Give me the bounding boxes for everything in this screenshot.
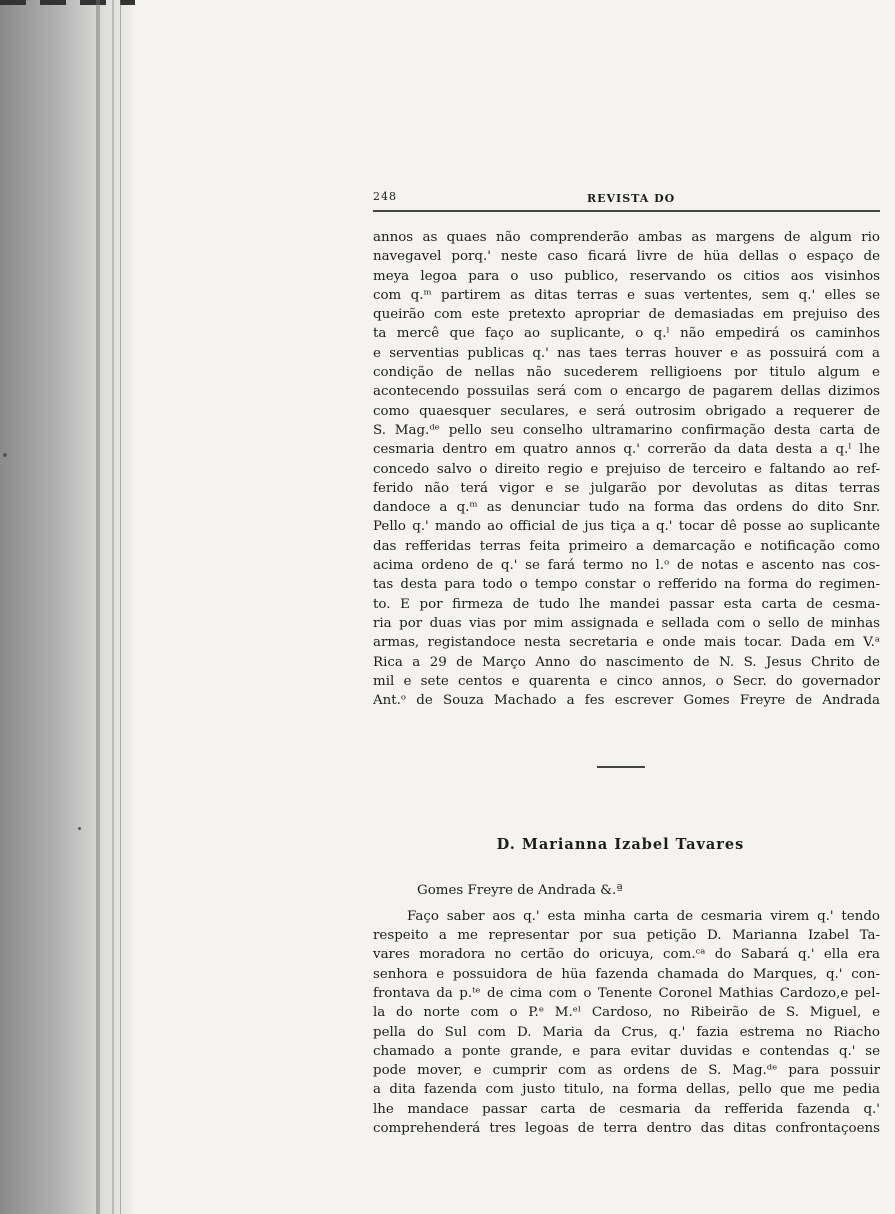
text-line: a dita fazenda com justo titulo, na forma dellas, pello que me pedia [373, 1082, 880, 1098]
text-line: navegavel porq.' neste caso ficará livre de hüa dellas o espaço de [373, 249, 880, 265]
gutter-streak [112, 0, 114, 1214]
text-line: annos as quaes não comprenderão ambas as margens de algum rio [373, 230, 880, 245]
text-line: ta mercê que faço ao suplicante, o q.ˡ não empedirá os caminhos [373, 326, 880, 342]
running-head [373, 188, 880, 210]
text-line: meya legoa para o uso publico, reservando os citios aos visinhos [373, 268, 880, 284]
text-line: queirão com este pretexto apropriar de demasiadas em prejuiso des [373, 307, 880, 323]
text-line: pella do Sul com D. Maria da Crus, q.' fazia estrema no Riacho [373, 1024, 880, 1040]
text-line: vares moradora no certão do oricuya, com.ᶜᵃ do Sabará q.' ella era [373, 947, 880, 963]
text-line: condição de nellas não sucederem relligioens por titulo algum e [373, 365, 880, 381]
running-title: REVISTA DO [587, 192, 676, 205]
text-line: S. Mag.ᵈᵉ pello seu conselho ultramarino confirmação desta carta de [373, 422, 880, 438]
text-line: como quaesquer seculares, e será outrosim obrigado a requerer de [373, 403, 880, 419]
text-line: concedo salvo o direito regio e prejuiso de terceiro e faltando ao ref- [373, 461, 880, 477]
text-line: to. E por firmeza de tudo lhe mandei passar esta carta de cesma- [373, 596, 880, 612]
text-line: tas desta para todo o tempo constar o refferido na forma do regimen- [373, 577, 880, 593]
text-line: armas, registandoce nesta secretaria e onde mais tocar. Dada em V.ᵃ [373, 635, 880, 651]
text-line: Faço saber aos q.' esta minha carta de cesmaria virem q.' tendo [407, 908, 880, 924]
text-line: la do norte com o P.ᵉ M.ᵉˡ Cardoso, no Ribeirão de S. Miguel, e [373, 1005, 880, 1021]
text-line: ria por duas vias por mim assignada e sellada com o sello de minhas [373, 615, 880, 631]
text-line: senhora e possuidora de hüa fazenda chamada do Marques, q.' con- [373, 966, 880, 982]
text-line: comprehenderá tres legoas de terra dentro das ditas confrontaçoens [373, 1120, 880, 1136]
text-line: frontava da p.ᵗᵉ de cima com o Tenente Coronel Mathias Cardozo,e pel- [373, 985, 880, 1001]
text-line: dandoce a q.ᵐ as denunciar tudo na forma das ordens do dito Snr. [373, 500, 880, 516]
body-paragraph [373, 228, 880, 710]
text-line: cesmaria dentro em quatro annos q.' correrão da data desta a q.ˡ lhe [373, 442, 880, 458]
scan-speck [78, 827, 81, 830]
scan-speck [3, 453, 7, 457]
page-number: 248 [373, 190, 397, 203]
text-line: respeito a me representar por sua petição D. Marianna Izabel Ta- [373, 928, 880, 944]
section-heading: D. Marianna Izabel Tavares [496, 836, 745, 854]
gutter-edge-marks [0, 0, 135, 5]
text-line: chamado a ponte grande, e para evitar duvidas e contendas q.' se [373, 1043, 880, 1059]
book-gutter-shadow [0, 0, 135, 1214]
text-line: lhe mandace passar carta de cesmaria da refferida fazenda q.' [373, 1101, 880, 1117]
gutter-streak [96, 0, 100, 1214]
text-line: das refferidas terras feita primeiro a demarcação e notificação como [373, 538, 880, 554]
section-divider [597, 766, 645, 768]
salutation: Gomes Freyre de Andrada &.ª [417, 883, 623, 899]
text-line: Pello q.' mando ao official de jus tiça a q.' tocar dê posse ao suplicante [373, 519, 880, 535]
header-rule [373, 210, 880, 212]
text-line: mil e sete centos e quarenta e cinco annos, o Secr. do governador [373, 673, 880, 689]
text-line: acima ordeno de q.' se fará termo no l.ᵒ de notas e ascento nas cos- [373, 558, 880, 574]
text-line: Ant.ᵒ de Souza Machado a fes escrever Gomes Freyre de Andrada [373, 693, 880, 709]
section-paragraph [373, 907, 880, 1139]
gutter-streak [120, 0, 121, 1214]
text-line: e serventias publicas q.' nas taes terras houver e as possuirá com a [373, 345, 880, 361]
text-line: ferido não terá vigor e se julgarão por devolutas as ditas terras [373, 480, 880, 496]
text-line: pode mover, e cumprir com as ordens de S. Mag.ᵈᵉ para possuir [373, 1063, 880, 1079]
book-page [373, 188, 880, 1138]
text-line: Rica a 29 de Março Anno do nascimento de N. S. Jesus Chrito de [373, 654, 880, 670]
text-line: com q.ᵐ partirem as ditas terras e suas vertentes, sem q.' elles se [373, 287, 880, 303]
text-line: acontecendo possuilas será com o encargo de pagarem dellas dizimos [373, 384, 880, 400]
